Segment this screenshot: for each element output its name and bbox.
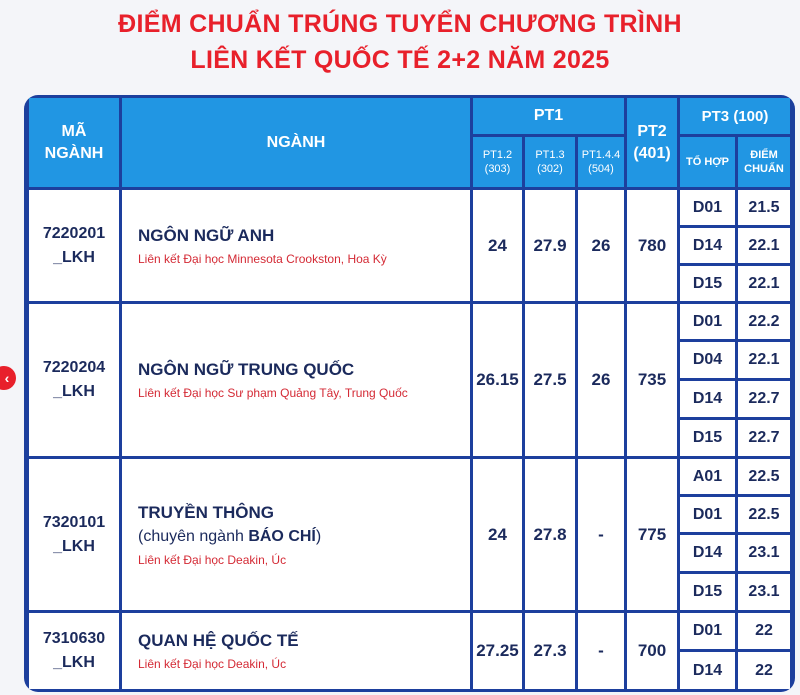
row2-code <box>29 304 119 456</box>
row1-pt1-2: 24 <box>473 190 522 301</box>
row4-score-2: 22 <box>738 652 790 689</box>
row2-pt1-3: 27.5 <box>525 304 575 456</box>
row2-score-3: 22.7 <box>738 381 790 417</box>
header-nganh-label: NGÀNH <box>266 133 326 151</box>
row3-pt1-3: 27.8 <box>525 459 575 610</box>
header-nganh <box>122 98 470 187</box>
row4-code-line2: _LKH <box>53 654 95 671</box>
row4-code-line1: 7310630 <box>42 630 106 647</box>
row3-spec-suffix: ) <box>315 527 322 545</box>
row4-score-1: 22 <box>738 613 790 649</box>
row3-spec-bold: BÁO CHÍ <box>248 527 316 545</box>
row1-score-3: 22.1 <box>738 266 790 301</box>
header-pt1-3-label: PT1.3 (302) <box>535 149 565 175</box>
header-diem-chuan-label: ĐIỂM CHUẨN <box>744 149 784 175</box>
header-pt1-4-4-label: PT1.4.4 (504) <box>581 149 621 175</box>
row1-combo-2: D14 <box>680 228 735 263</box>
row2-code-line2: _LKH <box>53 383 95 400</box>
row1-major <box>122 190 470 301</box>
header-pt1 <box>473 98 624 134</box>
row2-pt1-2: 26.15 <box>473 304 522 456</box>
row3-score-4: 23.1 <box>738 574 790 610</box>
row3-pt2: 775 <box>627 459 677 610</box>
row2-major-partner: Liên kết Đại học Sư phạm Quảng Tây, Trung Quốc <box>138 386 408 400</box>
header-pt1-4-4 <box>578 137 624 187</box>
row2-score-2: 22.1 <box>738 342 790 378</box>
row4-combo-2: D14 <box>680 652 735 689</box>
chevron-left-glyph: ‹ <box>4 370 10 386</box>
header-ma-nganh <box>29 98 119 187</box>
header-pt3 <box>680 98 790 134</box>
row4-pt1-3: 27.3 <box>525 613 575 689</box>
row3-combo-2: D01 <box>680 497 735 532</box>
row4-combo-1: D01 <box>680 613 735 649</box>
header-pt1-2 <box>473 137 522 187</box>
row2-combo-2: D04 <box>680 342 735 378</box>
row3-combo-1: A01 <box>680 459 735 494</box>
row1-score-1: 21.5 <box>738 190 790 225</box>
row4-pt1-2: 27.25 <box>473 613 522 689</box>
row2-combo-4: D15 <box>680 420 735 456</box>
row3-score-3: 23.1 <box>738 535 790 571</box>
row3-pt1-2: 24 <box>473 459 522 610</box>
row4-pt1-4-4: - <box>578 613 624 689</box>
header-to-hop <box>680 137 735 187</box>
chevron-left-icon[interactable] <box>0 366 16 390</box>
row3-score-2: 22.5 <box>738 497 790 532</box>
row3-spec-prefix: (chuyên ngành <box>138 527 249 545</box>
row1-pt1-3: 27.9 <box>525 190 575 301</box>
row3-code-line2: _LKH <box>53 537 95 555</box>
row3-pt1-4-4: - <box>578 459 624 610</box>
header-to-hop-label: TỔ HỢP <box>686 156 729 168</box>
row3-combo-4: D15 <box>680 574 735 610</box>
row4-code <box>29 613 119 689</box>
row4-major-name: QUAN HỆ QUỐC TẾ <box>138 631 299 650</box>
row4-major-partner: Liên kết Đại học Deakin, Úc <box>138 657 287 671</box>
header-ma-nganh-label: MÃ NGÀNH <box>44 122 104 162</box>
row2-combo-1: D01 <box>680 304 735 339</box>
row1-major-name: NGÔN NGỮ ANH <box>138 225 275 245</box>
row3-major-partner: Liên kết Đại học Deakin, Úc <box>138 552 287 567</box>
row2-pt2: 735 <box>627 304 677 456</box>
row3-score-1: 22.5 <box>738 459 790 494</box>
row1-pt2: 780 <box>627 190 677 301</box>
row2-major <box>122 304 470 456</box>
header-pt2-label: PT2 (401) <box>633 122 671 162</box>
score-table <box>24 95 795 692</box>
row3-major-name: TRUYỀN THÔNG <box>138 502 274 522</box>
row2-score-1: 22.2 <box>738 304 790 339</box>
header-pt2 <box>627 98 677 187</box>
page-title-line1: ĐIỂM CHUẨN TRÚNG TUYỂN CHƯƠNG TRÌNH <box>118 10 682 38</box>
header-pt1-label: PT1 <box>533 107 564 124</box>
row1-code-line2: _LKH <box>53 248 95 266</box>
row2-pt1-4-4: 26 <box>578 304 624 456</box>
row3-combo-3: D14 <box>680 535 735 571</box>
header-diem-chuan <box>738 137 790 187</box>
row1-score-2: 22.1 <box>738 228 790 263</box>
row1-major-partner: Liên kết Đại học Minnesota Crookston, Hoa Kỳ <box>138 251 387 266</box>
row1-combo-3: D15 <box>680 266 735 301</box>
row3-major <box>122 459 470 610</box>
row3-code-line1: 7320101 <box>42 513 106 531</box>
row2-combo-3: D14 <box>680 381 735 417</box>
row4-pt2: 700 <box>627 613 677 689</box>
row3-major-specialization <box>138 525 321 549</box>
row1-code-line1: 7220201 <box>42 224 106 242</box>
page-title-line2: LIÊN KẾT QUỐC TẾ 2+2 NĂM 2025 <box>190 46 610 74</box>
row4-major <box>122 613 470 689</box>
row2-score-4: 22.7 <box>738 420 790 456</box>
row2-code-line1: 7220204 <box>42 359 106 376</box>
row1-combo-1: D01 <box>680 190 735 225</box>
row2-major-name: NGÔN NGỮ TRUNG QUỐC <box>138 360 355 379</box>
header-pt3-label: PT3 (100) <box>701 107 769 125</box>
row1-code <box>29 190 119 301</box>
row1-pt1-4-4: 26 <box>578 190 624 301</box>
row3-code <box>29 459 119 610</box>
header-pt1-2-label: PT1.2 (303) <box>482 149 513 175</box>
header-pt1-3 <box>525 137 575 187</box>
